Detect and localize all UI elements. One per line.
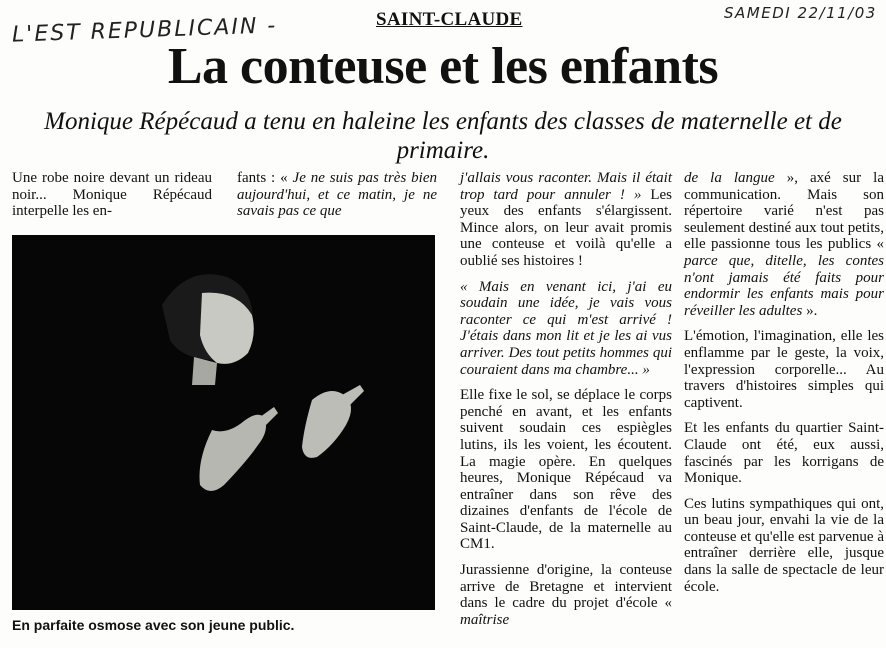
column-4-paragraph-4: Ces lutins sympathiques qui ont, un beau jour, envahi la vie de la conteuse et qu'elle est parvenue à entraîner derrière elle, jusque dans la salle de spectacle de leur école. [684, 495, 884, 595]
section-kicker: SAINT-CLAUDE [376, 9, 523, 30]
column-2-lead: fants : « [237, 170, 293, 186]
column-4-paragraph-2: L'émotion, l'imagination, elle les enflamme par le geste, la voix, l'expression corporelle... Au travers d'histoires simples qui captivent. [684, 328, 884, 411]
column-4-quote: de la langue [684, 170, 775, 186]
column-3-text: Les yeux des enfants s'élargissent. Mince alors, on leur avait promis une conteuse et voilà qu'elle a oublié ses histoires ! [460, 186, 672, 269]
handwritten-source-note: L'EST REPUBLICAIN - [11, 13, 278, 48]
article-headline: La conteuse et les enfants [167, 38, 719, 95]
column-4-paragraph-1 [684, 170, 884, 319]
storyteller-photo [12, 235, 435, 610]
article-deck: Monique Répécaud a tenu en haleine les enfants des classes de maternelle et de primaire. [44, 108, 842, 164]
column-3-paragraph-4 [460, 562, 672, 628]
column-4-quote-2: parce que, ditelle, les contes n'ont jamais été faits pour endormir les enfants mais pour réveiller les adultes [684, 252, 884, 319]
column-2-quote: Je ne suis pas très bien aujourd'hui, et ce matin, je ne savais pas ce que [237, 170, 438, 220]
column-3-quote: j'allais vous raconter. Mais il était trop tard pour annuler ! » [460, 170, 672, 203]
text-column-2 [237, 170, 437, 229]
column-3-paragraph-3: Elle fixe le sol, se déplace le corps penché en avant, et les enfants suivent soudain ces espiègles lutins, ils les voient, les écoutent. La magie opère. En quelques heures, Monique Répécaud va entraîner dans son rêve des dizaines d'enfants de l'école de Saint-Claude, de la maternelle au CM1. [460, 387, 672, 553]
column-4-text: », axé sur la communication. Mais son répertoire varié n'est pas seulement destiné aux tout petits, elle passionne tous les publics « [684, 170, 884, 253]
text-column-1 [12, 170, 212, 229]
text-column-3 [460, 170, 672, 637]
column-1-paragraph: Une robe noire devant un rideau noir... Monique Répécaud interpelle les en- [12, 170, 212, 220]
handwritten-date-note: SAMEDI 22/11/03 [724, 4, 877, 22]
column-2-paragraph [237, 170, 437, 220]
column-3-quote-4: maîtrise [460, 611, 510, 628]
column-4-paragraph-3: Et les enfants du quartier Saint-Claude ont été, eux aussi, fascinés par les korrigans de Monique. [684, 420, 884, 487]
column-4-text-end: ». [802, 302, 818, 319]
text-column-4 [684, 170, 884, 604]
column-3-paragraph-1 [460, 170, 672, 270]
column-3-text-4: Jurassienne d'origine, la conteuse arrive de Bretagne et intervient dans le cadre du projet d'école « [460, 562, 672, 612]
photo-caption: En parfaite osmose avec son jeune public. [12, 617, 295, 633]
column-3-quote-2: « Mais en venant ici, j'ai eu soudain une idée, je vais vous raconter ce qui m'est arrivé ! J'étais dans mon lit et je les ai vus arriver. Des tout petits hommes qui couraient dans ma chambre... » [460, 278, 672, 378]
column-3-paragraph-2 [460, 279, 672, 379]
storyteller-figure-icon [12, 235, 435, 610]
